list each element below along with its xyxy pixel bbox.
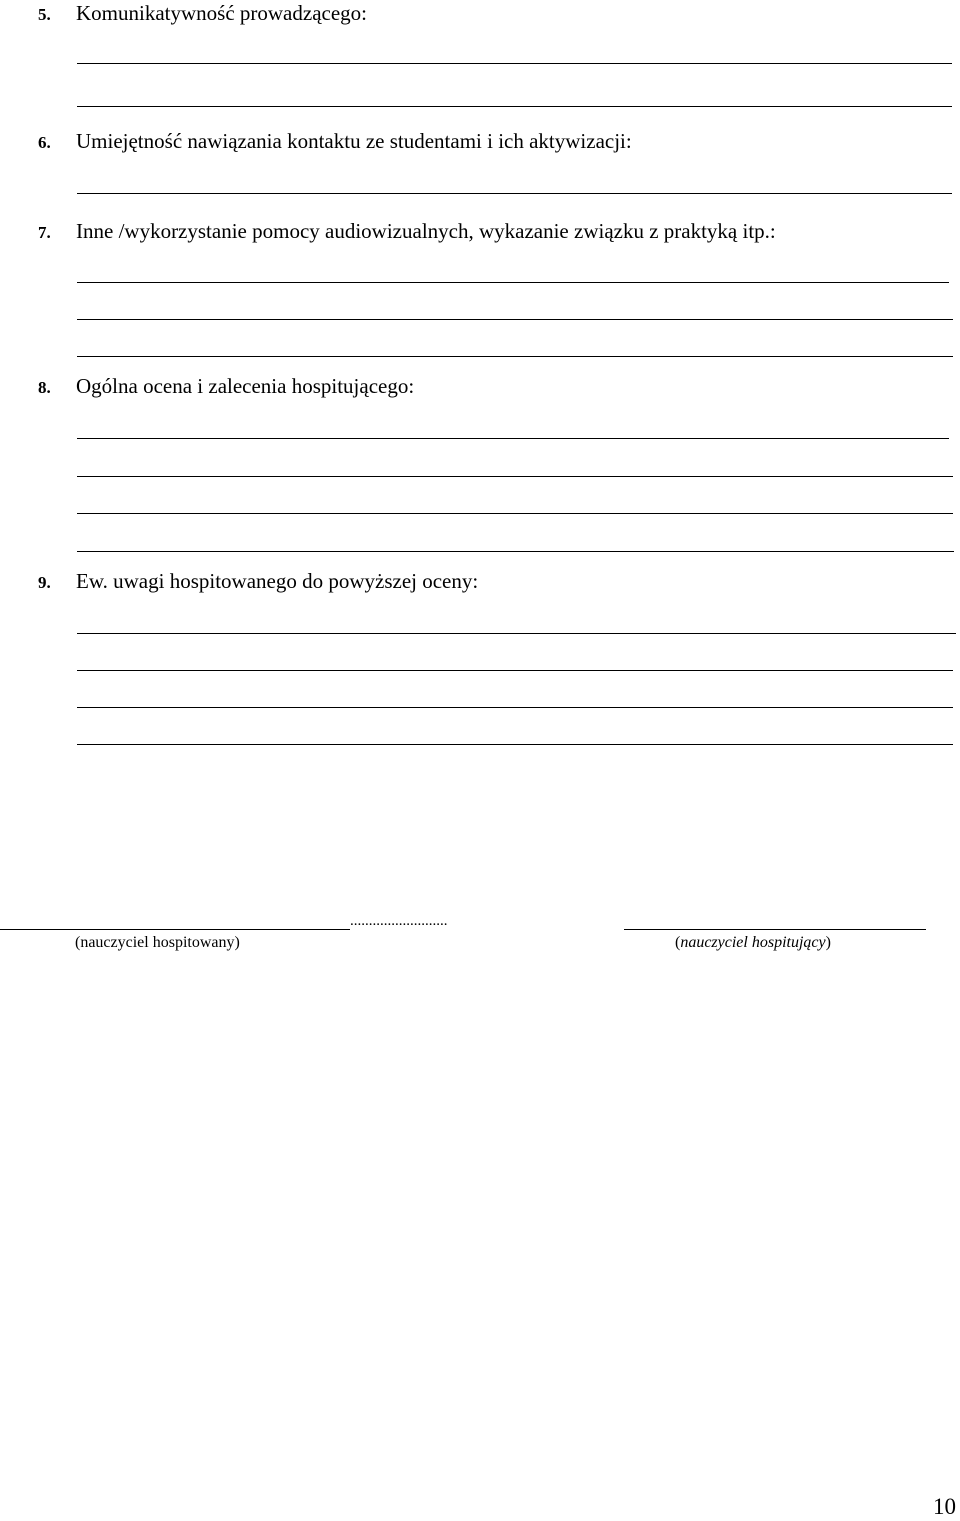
- section-7-heading: [38, 218, 776, 246]
- answer-line[interactable]: [77, 63, 952, 64]
- section-title: Umiejętność nawiązania kontaktu ze studentami i ich aktywizacji:: [76, 129, 632, 153]
- answer-line[interactable]: [77, 282, 949, 283]
- label-paren-open: (: [675, 934, 681, 951]
- signature-line-hospitowany[interactable]: [0, 929, 350, 930]
- section-title: Komunikatywność prowadzącego:: [76, 1, 367, 25]
- answer-line[interactable]: [77, 356, 953, 357]
- section-number: 9.: [38, 573, 51, 592]
- section-6-heading: [38, 128, 632, 156]
- section-number: 5.: [38, 5, 51, 24]
- section-5-heading: [38, 0, 367, 28]
- answer-line[interactable]: [77, 438, 949, 439]
- page-number: 10: [933, 1494, 956, 1519]
- answer-line[interactable]: [77, 106, 952, 107]
- answer-line[interactable]: [77, 513, 953, 514]
- section-8-heading: [38, 373, 414, 401]
- section-title: Ogólna ocena i zalecenia hospitującego:: [76, 374, 415, 398]
- section-title: Ew. uwagi hospitowanego do powyższej oceny:: [76, 569, 479, 593]
- answer-line[interactable]: [77, 476, 953, 477]
- section-title: Inne /wykorzystanie pomocy audiowizualnych, wykazanie związku z praktyką itp.:: [76, 219, 776, 243]
- label-paren-close: ): [825, 934, 831, 951]
- signature-dots: ..........................: [350, 913, 448, 929]
- section-number: 7.: [38, 223, 51, 242]
- answer-line[interactable]: [77, 193, 952, 194]
- section-9-heading: [38, 568, 478, 596]
- answer-line[interactable]: [77, 551, 954, 552]
- answer-line[interactable]: [77, 670, 953, 671]
- label-italic-text: nauczyciel hospitujący: [680, 934, 826, 951]
- answer-line[interactable]: [77, 633, 956, 634]
- signature-label-hospitujacy: [675, 933, 831, 953]
- answer-line[interactable]: [77, 707, 953, 708]
- signature-line-hospitujacy[interactable]: [624, 929, 926, 930]
- answer-line[interactable]: [77, 319, 953, 320]
- section-number: 8.: [38, 378, 51, 397]
- signature-label-hospitowany: (nauczyciel hospitowany): [75, 934, 240, 951]
- section-number: 6.: [38, 133, 51, 152]
- answer-line[interactable]: [77, 744, 953, 745]
